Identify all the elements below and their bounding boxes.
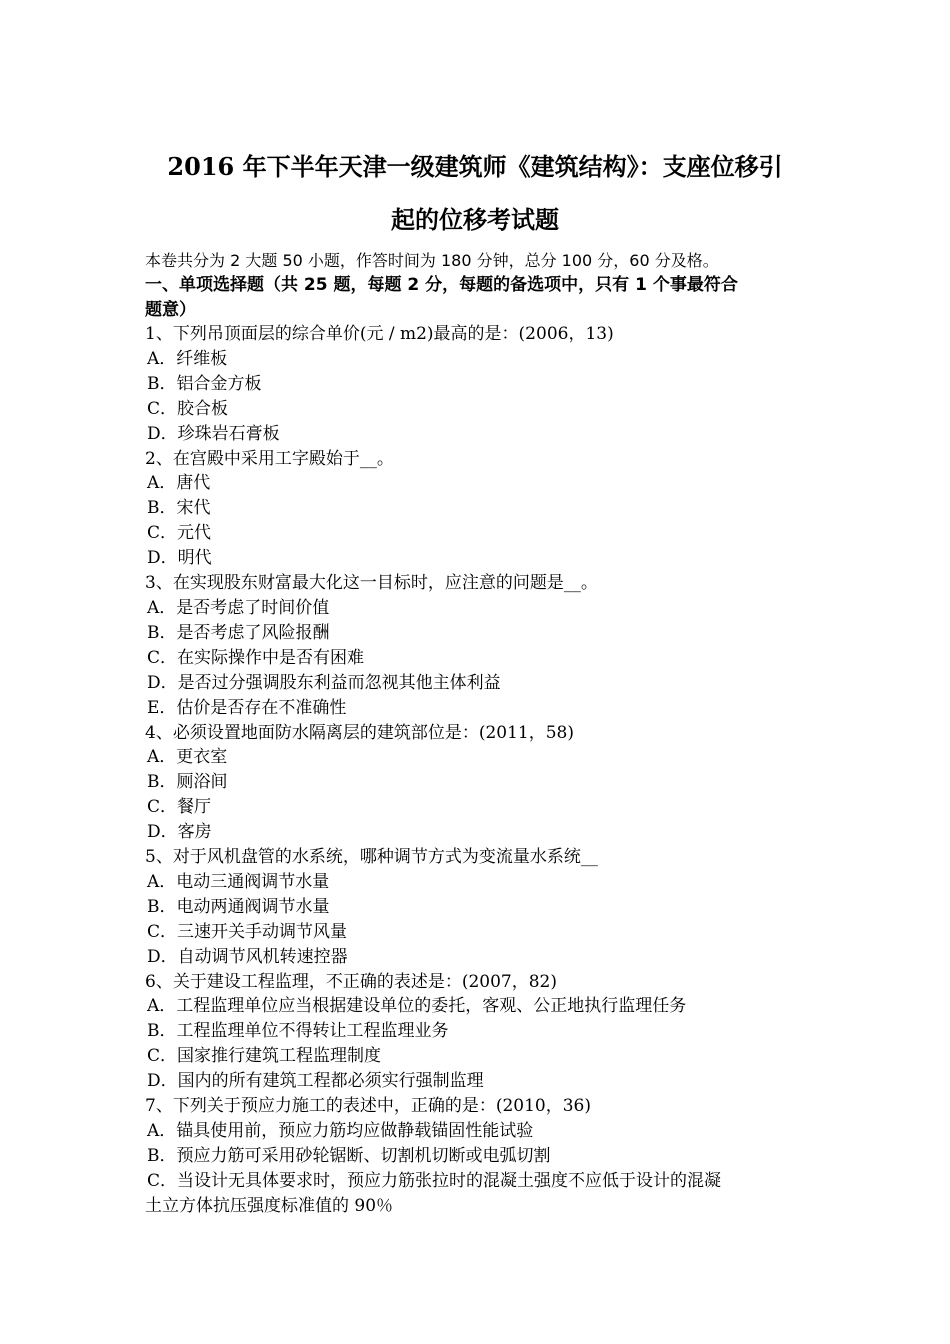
document-title-line-2: 起的位移考试题 xyxy=(391,205,559,234)
option-e: E．估价是否存在不准确性 xyxy=(147,697,347,718)
option-b: B．电动两通阀调节水量 xyxy=(147,896,330,917)
option-b: B．工程监理单位不得转让工程监理业务 xyxy=(147,1021,449,1042)
option-a: A．纤维板 xyxy=(147,348,228,369)
option-d: D．客房 xyxy=(147,822,212,843)
option-a: A．电动三通阀调节水量 xyxy=(147,871,330,892)
question-3 xyxy=(145,571,810,720)
option-d: D．自动调节风机转速控器 xyxy=(147,946,348,967)
option-d: D．是否过分强调股东利益而忽视其他主体利益 xyxy=(147,672,501,693)
section-heading-line-2: 题意） xyxy=(145,300,196,320)
option-b: B．铝合金方板 xyxy=(147,373,262,394)
option-a: A．锚具使用前，预应力筋均应做静载锚固性能试验 xyxy=(147,1121,534,1141)
option-c: C．胶合板 xyxy=(147,398,229,419)
question-stem: 4、必须设置地面防水隔离层的建筑部位是：(2011，58) xyxy=(145,722,574,743)
question-6 xyxy=(145,970,810,1095)
question-5 xyxy=(145,845,810,970)
option-c: C．元代 xyxy=(147,523,212,544)
option-d: D．明代 xyxy=(147,548,212,569)
option-b: B．是否考虑了风险报酬 xyxy=(147,622,330,643)
option-c-line-1: C．当设计无具体要求时，预应力筋张拉时的混凝土强度不应低于设计的混凝 xyxy=(147,1170,722,1191)
option-c: C．三速开关手动调节风量 xyxy=(147,921,348,942)
option-a: A．更衣室 xyxy=(147,747,228,768)
option-c-line-2: 土立方体抗压强度标准值的 90％ xyxy=(145,1195,394,1216)
exam-intro: 本卷共分为 2 大题 50 小题，作答时间为 180 分钟，总分 100 分，60 分及格。 xyxy=(145,251,719,270)
question-7 xyxy=(145,1094,810,1219)
document-title-line-1: 2016 年下半年天津一级建筑师《建筑结构》：支座位移引 xyxy=(167,152,783,181)
question-list xyxy=(145,322,810,1219)
option-a: A．是否考虑了时间价值 xyxy=(147,597,330,618)
question-stem: 7、下列关于预应力施工的表述中，正确的是：(2010，36) xyxy=(145,1096,591,1117)
question-stem: 6、关于建设工程监理，不正确的表述是：(2007，82) xyxy=(145,971,557,992)
option-a: A．工程监理单位应当根据建设单位的委托，客观、公正地执行监理任务 xyxy=(147,996,687,1017)
question-2 xyxy=(145,447,810,572)
option-b: B．厕浴间 xyxy=(147,772,228,793)
question-stem: 5、对于风机盘管的水系统，哪种调节方式为变流量水系统__ xyxy=(145,847,598,868)
section-heading-line-1: 一、单项选择题（共 25 题，每题 2 分，每题的备选项中，只有 1 个事最符合 xyxy=(145,275,738,295)
option-b: B．预应力筋可采用砂轮锯断、切割机切断或电弧切割 xyxy=(147,1145,551,1166)
option-d: D．珍珠岩石膏板 xyxy=(147,423,280,444)
option-a: A．唐代 xyxy=(147,473,211,494)
question-stem: 2、在宫殿中采用工字殿始于__。 xyxy=(145,448,394,469)
option-c: C．餐厅 xyxy=(147,797,212,818)
question-4 xyxy=(145,721,810,846)
question-stem: 1、下列吊顶面层的综合单价(元 / m2)最高的是：(2006，13) xyxy=(145,324,614,344)
option-b: B．宋代 xyxy=(147,498,211,519)
option-c: C．在实际操作中是否有困难 xyxy=(147,647,365,668)
section-heading xyxy=(145,273,810,323)
question-stem: 3、在实现股东财富最大化这一目标时，应注意的问题是__。 xyxy=(145,573,598,594)
question-1 xyxy=(145,322,810,447)
option-d: D．国内的所有建筑工程都必须实行强制监理 xyxy=(147,1071,484,1092)
option-c: C．国家推行建筑工程监理制度 xyxy=(147,1046,382,1067)
